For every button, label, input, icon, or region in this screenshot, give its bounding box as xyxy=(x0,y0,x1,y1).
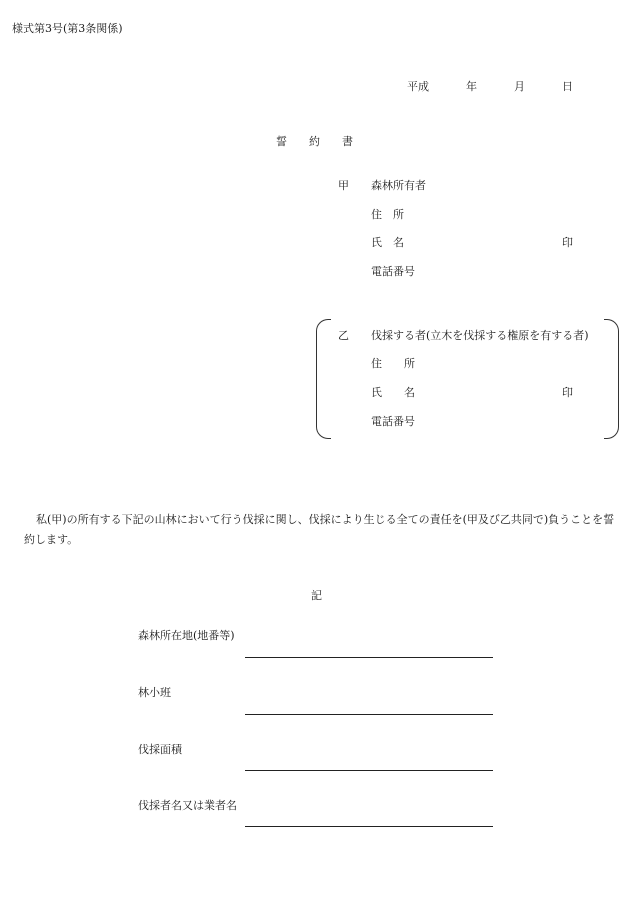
party-a-label: 甲 xyxy=(338,179,349,192)
form-number: 様式第3号(第3条関係) xyxy=(12,22,123,35)
date-era: 平成 xyxy=(407,80,429,93)
label-char: 名 xyxy=(393,236,404,249)
party-a-seal: 印 xyxy=(562,236,573,249)
party-b-role: 伐採する者(立木を伐採する権原を有する者) xyxy=(371,329,589,342)
label-char: 氏 xyxy=(371,386,382,399)
party-b-name-label xyxy=(371,384,415,400)
party-b-address-label xyxy=(371,355,415,371)
right-bracket xyxy=(604,319,619,439)
field-input-line[interactable] xyxy=(245,770,493,771)
party-a-owner: 森林所有者 xyxy=(371,179,426,192)
label-char: 住 xyxy=(371,208,382,221)
field-input-line[interactable] xyxy=(245,657,493,658)
title-char: 約 xyxy=(309,135,320,148)
field-label: 伐採面積 xyxy=(138,743,182,756)
date-day: 日 xyxy=(562,80,573,93)
party-b-label: 乙 xyxy=(338,329,349,342)
field-label: 森林所在地(地番等) xyxy=(138,629,235,642)
title-char: 誓 xyxy=(276,135,287,148)
left-bracket xyxy=(316,319,331,439)
party-b-phone-label: 電話番号 xyxy=(371,415,415,428)
party-a-name-label xyxy=(371,234,404,250)
date-year: 年 xyxy=(466,80,477,93)
field-input-line[interactable] xyxy=(245,714,493,715)
field-input-line[interactable] xyxy=(245,826,493,827)
field-label: 伐採者名又は業者名 xyxy=(138,799,237,812)
label-char: 名 xyxy=(404,386,415,399)
pledge-text: 私(甲)の所有する下記の山林において行う伐採に関し、伐採により生じる全ての責任を(甲及び乙共同で)負うことを誓約します。 xyxy=(24,513,615,546)
party-b-seal: 印 xyxy=(562,386,573,399)
label-char: 氏 xyxy=(371,236,382,249)
field-label: 林小班 xyxy=(138,686,171,699)
party-a-address-label xyxy=(371,206,404,222)
ki-heading: 記 xyxy=(311,589,322,602)
label-char: 所 xyxy=(404,357,415,370)
party-a-phone-label: 電話番号 xyxy=(371,265,415,278)
document-title xyxy=(276,133,353,149)
title-char: 書 xyxy=(342,135,353,148)
date-month: 月 xyxy=(514,80,525,93)
label-char: 住 xyxy=(371,357,382,370)
label-char: 所 xyxy=(393,208,404,221)
